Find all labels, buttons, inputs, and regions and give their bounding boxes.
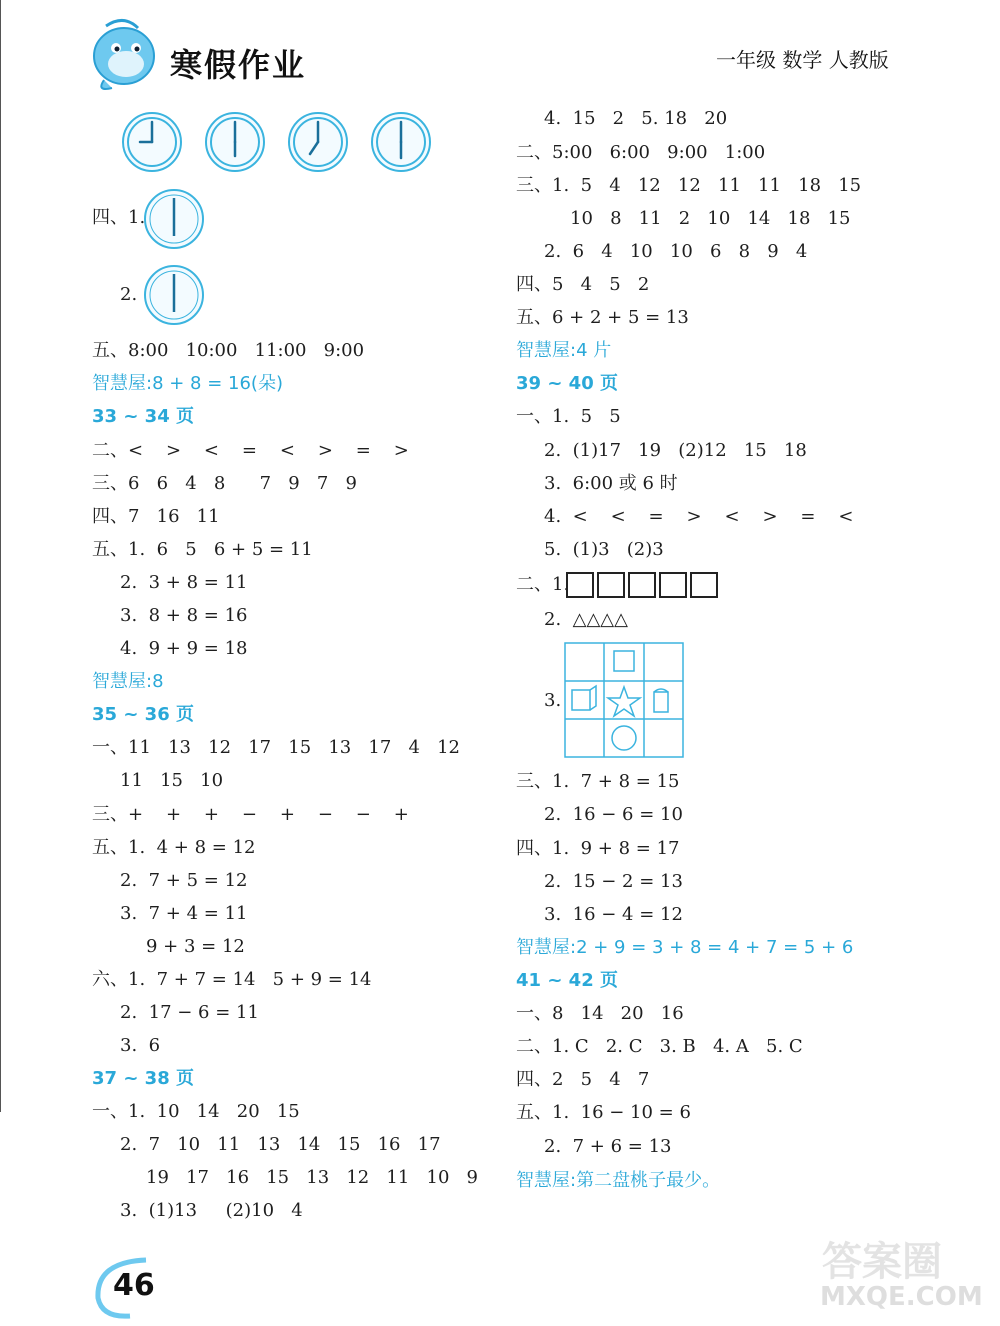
answer-line: 二、< > < = < > = >	[92, 440, 409, 461]
answer-line: 2. (1)17 19 (2)12 15 18	[544, 440, 807, 461]
answer-line: 3. 6	[120, 1035, 161, 1056]
answer-line: 4. < < = > < > = <	[544, 506, 854, 527]
answer-line: 3. 6:00 或 6 时	[544, 473, 678, 494]
answer-line: 2. 16 − 6 = 10	[544, 804, 683, 825]
answer-line: 四、2 5 4 7	[516, 1069, 650, 1090]
answer-line: 三、6 6 4 8 7 9 7 9	[92, 473, 357, 494]
answer-line: 四、5 4 5 2	[516, 274, 650, 295]
square-boxes	[566, 572, 721, 598]
clock-row	[120, 110, 450, 174]
answer-line: 五、1. 16 − 10 = 6	[516, 1102, 691, 1123]
answer-line: 一、1. 10 14 20 15	[92, 1101, 300, 1122]
answer-line: 五、1. 4 + 8 = 12	[92, 837, 256, 858]
grade-subject-edition: 一年级 数学 人教版	[716, 48, 889, 72]
answer-line: 三、+ + + − + − − +	[92, 804, 409, 825]
answer-line: 2. 6 4 10 10 6 8 9 4	[544, 241, 808, 262]
left-line-1: 2.	[120, 284, 138, 305]
watermark-url: MXQE.COM	[820, 1282, 983, 1312]
wisdom-answer: 智慧屋:8	[92, 671, 164, 692]
answer-line: 三、1. 7 + 8 = 15	[516, 771, 680, 792]
wisdom-answer: 智慧屋:4 片	[516, 340, 612, 361]
answer-line: 2. 7 10 11 13 14 15 16 17	[120, 1134, 441, 1155]
answer-line: 一、11 13 12 17 15 13 17 4 12	[92, 737, 461, 758]
answer-line: 四、7 16 11	[92, 506, 220, 527]
answer-line: 五、1. 6 5 6 + 5 = 11	[92, 539, 313, 560]
answer-line: 2. 15 − 2 = 13	[544, 871, 683, 892]
answer-line: 11 15 10	[120, 770, 224, 791]
answer-line: 3. (1)13 (2)10 4	[120, 1200, 303, 1221]
answer-line: 六、1. 7 + 7 = 14 5 + 9 = 14	[92, 969, 372, 990]
section-heading: 33 ~ 34 页	[92, 406, 194, 427]
answer-line: 2. 7 + 5 = 12	[120, 870, 248, 891]
wisdom-answer: 智慧屋:8 + 8 = 16(朵)	[92, 373, 283, 394]
section-heading: 41 ~ 42 页	[516, 970, 618, 991]
answer-line: 二、1. C 2. C 3. B 4. A 5. C	[516, 1036, 803, 1057]
answer-line: 9 + 3 = 12	[146, 936, 245, 957]
shape-grid-diagram	[564, 642, 684, 762]
section-heading: 35 ~ 36 页	[92, 704, 194, 725]
clock-icon	[143, 188, 205, 254]
left-line-0: 四、1.	[92, 207, 146, 228]
section-heading: 39 ~ 40 页	[516, 373, 618, 394]
answer-line: 2. 3 + 8 = 11	[120, 572, 248, 593]
page-number: 46	[113, 1268, 155, 1303]
answer-line: 一、1. 5 5	[516, 406, 621, 427]
answer-line: 3.	[544, 690, 562, 711]
answer-line: 一、8 14 20 16	[516, 1003, 684, 1024]
answer-line: 五、6 + 2 + 5 = 13	[516, 307, 689, 328]
column-divider	[0, 0, 1, 1112]
workbook-title: 寒假作业	[170, 46, 307, 84]
answer-line: 五、8:00 10:00 11:00 9:00	[92, 340, 365, 361]
answer-line: 5. (1)3 (2)3	[544, 539, 664, 560]
answer-line: 3. 8 + 8 = 16	[120, 605, 248, 626]
clock-icon	[143, 264, 205, 330]
answer-line: 四、1. 9 + 8 = 17	[516, 838, 680, 859]
answer-line: 19 17 16 15 13 12 11 10 9	[146, 1167, 479, 1188]
answer-line: 2. △△△△	[544, 609, 628, 630]
answer-line: 10 8 11 2 10 14 18 15	[570, 208, 851, 229]
wisdom-answer: 智慧屋:2 + 9 = 3 + 8 = 4 + 7 = 5 + 6	[516, 937, 854, 958]
answer-line: 二、1.	[516, 574, 570, 595]
section-heading: 37 ~ 38 页	[92, 1068, 194, 1089]
answer-line: 4. 15 2 5. 18 20	[544, 108, 728, 129]
watermark-text: 答案圈	[822, 1239, 942, 1285]
answer-line: 三、1. 5 4 12 12 11 11 18 15	[516, 175, 862, 196]
answer-line: 2. 17 − 6 = 11	[120, 1002, 259, 1023]
answer-line: 4. 9 + 9 = 18	[120, 638, 248, 659]
answer-line: 2. 7 + 6 = 13	[544, 1136, 672, 1157]
answer-line: 二、5:00 6:00 9:00 1:00	[516, 142, 766, 163]
answer-line: 3. 16 − 4 = 12	[544, 904, 683, 925]
answer-line: 3. 7 + 4 = 11	[120, 903, 248, 924]
wisdom-answer: 智慧屋:第二盘桃子最少。	[516, 1170, 721, 1191]
dolphin-logo-icon	[86, 14, 162, 94]
